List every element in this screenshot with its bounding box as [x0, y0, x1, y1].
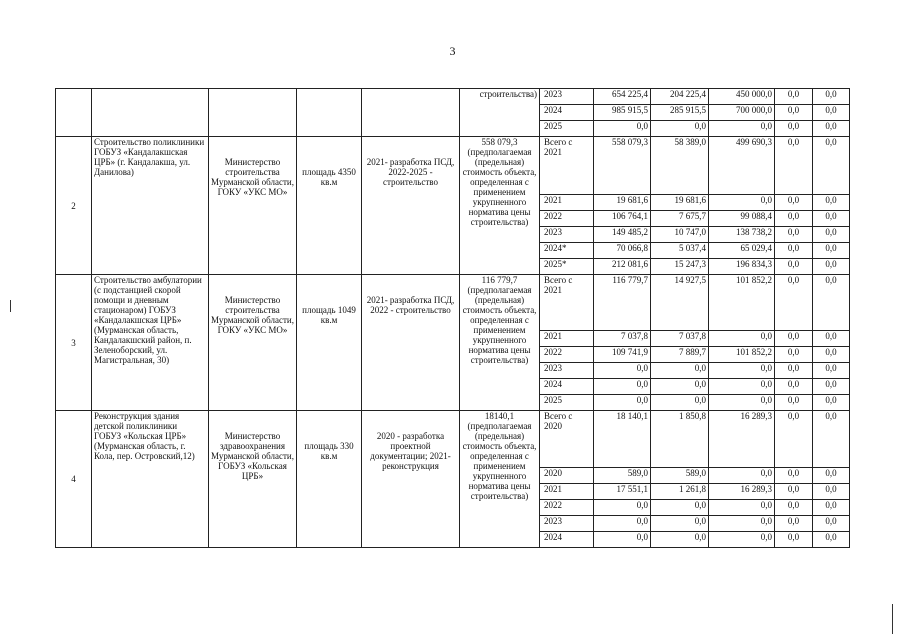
regional-cell: 1 261,8	[651, 484, 709, 500]
item-number: 2	[56, 137, 92, 275]
other-cell: 0,0	[813, 227, 850, 243]
cost-cell: 116 779,7 (предполагаемая (предельная) стоимость объекта, определенная с применением укрупненного норматива цены строительства)	[460, 275, 540, 411]
federal-cell: 0,0	[709, 468, 775, 484]
federal-cell: 65 029,4	[709, 243, 775, 259]
regional-cell: 7 675,7	[651, 211, 709, 227]
municipal-cell: 0,0	[775, 411, 813, 468]
table-row	[56, 137, 850, 195]
total-cell: 109 741,9	[594, 347, 651, 363]
other-cell: 0,0	[813, 363, 850, 379]
total-cell: 7 037,8	[594, 331, 651, 347]
total-cell: 212 081,6	[594, 259, 651, 275]
period-cell: 2020 - разработка проектной документации; 2021- реконструкция	[362, 411, 460, 548]
federal-cell: 0,0	[709, 121, 775, 137]
total-cell: 17 551,1	[594, 484, 651, 500]
federal-cell: 0,0	[709, 532, 775, 548]
total-cell: 0,0	[594, 532, 651, 548]
total-cell: 106 764,1	[594, 211, 651, 227]
other-cell: 0,0	[813, 500, 850, 516]
other-cell: 0,0	[813, 89, 850, 105]
municipal-cell: 0,0	[775, 227, 813, 243]
municipal-cell: 0,0	[775, 211, 813, 227]
regional-cell: 285 915,5	[651, 105, 709, 121]
item-number: 3	[56, 275, 92, 411]
other-cell: 0,0	[813, 259, 850, 275]
left-margin-mark	[10, 300, 11, 312]
federal-cell: 0,0	[709, 500, 775, 516]
year-cell: 2025*	[540, 259, 594, 275]
total-cell: 0,0	[594, 379, 651, 395]
total-cell: 589,0	[594, 468, 651, 484]
customer-cell: Министерство здравоохранения Мурманской области, ГОБУЗ «Кольская ЦРБ»	[209, 411, 297, 548]
total-cell: 70 066,8	[594, 243, 651, 259]
year-cell: Всего с 2021	[540, 137, 594, 195]
municipal-cell: 0,0	[775, 137, 813, 195]
year-cell: 2025	[540, 395, 594, 411]
regional-cell: 5 037,4	[651, 243, 709, 259]
capacity-cell: площадь 330 кв.м	[297, 411, 362, 548]
regional-cell: 19 681,6	[651, 195, 709, 211]
municipal-cell: 0,0	[775, 243, 813, 259]
municipal-cell: 0,0	[775, 347, 813, 363]
regional-cell: 58 389,0	[651, 137, 709, 195]
other-cell: 0,0	[813, 395, 850, 411]
regional-cell: 204 225,4	[651, 89, 709, 105]
municipal-cell: 0,0	[775, 532, 813, 548]
federal-cell: 138 738,2	[709, 227, 775, 243]
total-cell: 0,0	[594, 395, 651, 411]
other-cell: 0,0	[813, 105, 850, 121]
capacity-cell	[297, 89, 362, 137]
other-cell: 0,0	[813, 121, 850, 137]
table-row	[56, 411, 850, 468]
year-cell: 2024	[540, 379, 594, 395]
municipal-cell: 0,0	[775, 259, 813, 275]
total-cell: 0,0	[594, 121, 651, 137]
regional-cell: 0,0	[651, 363, 709, 379]
year-cell: 2022	[540, 211, 594, 227]
total-cell: 0,0	[594, 516, 651, 532]
year-cell: 2023	[540, 363, 594, 379]
regional-cell: 0,0	[651, 121, 709, 137]
other-cell: 0,0	[813, 532, 850, 548]
cost-cell: 18140,1 (предполагаемая (предельная) стоимость объекта, определенная с применением укрупненного норматива цены строительства)	[460, 411, 540, 548]
program-table	[55, 88, 850, 548]
year-cell: 2020	[540, 468, 594, 484]
cost-cell: строительства)	[460, 89, 540, 137]
year-cell: 2021	[540, 331, 594, 347]
federal-cell: 0,0	[709, 363, 775, 379]
regional-cell: 589,0	[651, 468, 709, 484]
federal-cell: 0,0	[709, 331, 775, 347]
customer-cell	[209, 89, 297, 137]
total-cell: 985 915,5	[594, 105, 651, 121]
federal-cell: 450 000,0	[709, 89, 775, 105]
table-row	[56, 89, 850, 105]
municipal-cell: 0,0	[775, 331, 813, 347]
year-cell: 2021	[540, 195, 594, 211]
customer-cell: Министерство строительства Мурманской области, ГОКУ «УКС МО»	[209, 275, 297, 411]
federal-cell: 0,0	[709, 195, 775, 211]
regional-cell: 14 927,5	[651, 275, 709, 331]
table-row	[56, 275, 850, 331]
regional-cell: 7 889,7	[651, 347, 709, 363]
object-name: Строительство амбулатории (с подстанцией скорой помощи и дневным стационаром) ГОБУЗ «Кандалакшская ЦРБ» (Мурманская область, Кандалакшский район, п. Зеленоборский, ул. Магистральная, 30)	[92, 275, 209, 411]
municipal-cell: 0,0	[775, 121, 813, 137]
capacity-cell: площадь 4350 кв.м	[297, 137, 362, 275]
regional-cell: 0,0	[651, 516, 709, 532]
regional-cell: 15 247,3	[651, 259, 709, 275]
federal-cell: 99 088,4	[709, 211, 775, 227]
year-cell: 2025	[540, 121, 594, 137]
federal-cell: 196 834,3	[709, 259, 775, 275]
total-cell: 18 140,1	[594, 411, 651, 468]
period-cell: 2021- разработка ПСД, 2022-2025 - строительство	[362, 137, 460, 275]
municipal-cell: 0,0	[775, 275, 813, 331]
other-cell: 0,0	[813, 331, 850, 347]
municipal-cell: 0,0	[775, 484, 813, 500]
municipal-cell: 0,0	[775, 468, 813, 484]
year-cell: 2023	[540, 516, 594, 532]
object-name: Строительство поликлиники ГОБУЗ «Кандалакшская ЦРБ» (г. Кандалакша, ул. Данилова)	[92, 137, 209, 275]
year-cell: Всего с 2020	[540, 411, 594, 468]
year-cell: 2024	[540, 532, 594, 548]
other-cell: 0,0	[813, 379, 850, 395]
object-name: Реконструкция здания детской поликлиники ГОБУЗ «Кольская ЦРБ» (Мурманская область, г. Кола, пер. Островский,12)	[92, 411, 209, 548]
federal-cell: 16 289,3	[709, 484, 775, 500]
total-cell: 149 485,2	[594, 227, 651, 243]
federal-cell: 0,0	[709, 395, 775, 411]
regional-cell: 7 037,8	[651, 331, 709, 347]
other-cell: 0,0	[813, 137, 850, 195]
total-cell: 19 681,6	[594, 195, 651, 211]
municipal-cell: 0,0	[775, 195, 813, 211]
cost-cell: 558 079,3 (предполагаемая (предельная) стоимость объекта, определенная с применением укрупненного норматива цены строительства)	[460, 137, 540, 275]
regional-cell: 1 850,8	[651, 411, 709, 468]
federal-cell: 0,0	[709, 516, 775, 532]
regional-cell: 0,0	[651, 532, 709, 548]
year-cell: 2021	[540, 484, 594, 500]
right-margin-mark	[892, 604, 893, 634]
other-cell: 0,0	[813, 211, 850, 227]
page-number: 3	[449, 44, 456, 58]
year-cell: 2024	[540, 105, 594, 121]
municipal-cell: 0,0	[775, 105, 813, 121]
municipal-cell: 0,0	[775, 395, 813, 411]
period-cell: 2021- разработка ПСД, 2022 - строительство	[362, 275, 460, 411]
other-cell: 0,0	[813, 275, 850, 331]
municipal-cell: 0,0	[775, 516, 813, 532]
year-cell: 2022	[540, 347, 594, 363]
other-cell: 0,0	[813, 516, 850, 532]
year-cell: Всего с 2021	[540, 275, 594, 331]
regional-cell: 10 747,0	[651, 227, 709, 243]
municipal-cell: 0,0	[775, 89, 813, 105]
federal-cell: 101 852,2	[709, 275, 775, 331]
federal-cell: 700 000,0	[709, 105, 775, 121]
total-cell: 0,0	[594, 363, 651, 379]
total-cell: 116 779,7	[594, 275, 651, 331]
municipal-cell: 0,0	[775, 363, 813, 379]
federal-cell: 0,0	[709, 379, 775, 395]
regional-cell: 0,0	[651, 500, 709, 516]
other-cell: 0,0	[813, 243, 850, 259]
other-cell: 0,0	[813, 411, 850, 468]
capacity-cell: площадь 1049 кв.м	[297, 275, 362, 411]
other-cell: 0,0	[813, 347, 850, 363]
municipal-cell: 0,0	[775, 379, 813, 395]
year-cell: 2024*	[540, 243, 594, 259]
federal-cell: 16 289,3	[709, 411, 775, 468]
item-number: 4	[56, 411, 92, 548]
customer-cell: Министерство строительства Мурманской области, ГОКУ «УКС МО»	[209, 137, 297, 275]
year-cell: 2023	[540, 89, 594, 105]
total-cell: 654 225,4	[594, 89, 651, 105]
year-cell: 2023	[540, 227, 594, 243]
total-cell: 558 079,3	[594, 137, 651, 195]
federal-cell: 101 852,2	[709, 347, 775, 363]
other-cell: 0,0	[813, 468, 850, 484]
num-cell	[56, 89, 92, 137]
year-cell: 2022	[540, 500, 594, 516]
other-cell: 0,0	[813, 484, 850, 500]
name-cell	[92, 89, 209, 137]
other-cell: 0,0	[813, 195, 850, 211]
municipal-cell: 0,0	[775, 500, 813, 516]
total-cell: 0,0	[594, 500, 651, 516]
federal-cell: 499 690,3	[709, 137, 775, 195]
period-cell	[362, 89, 460, 137]
regional-cell: 0,0	[651, 379, 709, 395]
regional-cell: 0,0	[651, 395, 709, 411]
